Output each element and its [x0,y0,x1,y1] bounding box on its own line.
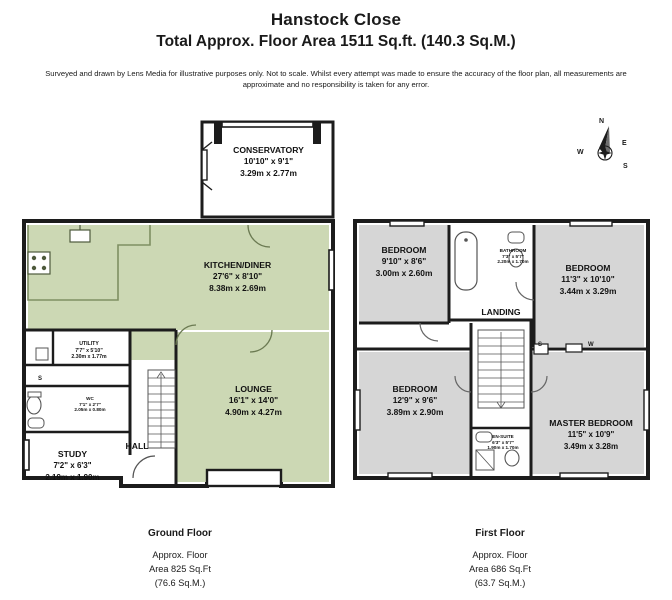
room-label-landing: LANDING [481,307,521,317]
room-label-wc: WC 7'1" x 2'7" 2.05m x 0.80m [74,396,106,413]
basin-icon [508,232,524,243]
cistern-icon [28,392,41,397]
first-floor-caption-line-1: Approx. Floor [472,550,528,560]
utility-appliance-icon [36,348,48,360]
master-window [560,473,608,478]
first-marker-s: S [538,342,543,348]
ground-marker-s: S [38,376,43,382]
ground-floor-caption-line-3: (76.6 Sq.M.) [154,578,206,588]
sink-icon [70,230,90,242]
toilet-icon [505,450,519,466]
ground-floor-caption-title: Ground Floor [148,528,212,539]
conservatory-mullion [313,122,321,144]
room-label-study: STUDY 7'2" x 6'3" 2.19m x 1.90m [45,449,100,482]
page-title: Hanstock Close [270,10,402,29]
ground-floor-caption [80,527,280,590]
lounge-bay-window [207,470,281,486]
page-subtitle: Total Approx. Floor Area 1511 Sq.ft. (140.3 Sq.M.) [156,33,516,50]
hob-ring-icon [32,256,36,260]
hob-ring-icon [42,256,46,260]
room-label-ensuite: EN-SUITE 6'3" x 5'7" 1.90m x 1.70m [487,434,519,451]
disclaimer-line-2: all measurements are approximate and no responsibility is taken for any error. [242,69,627,89]
room-label-bedroom-3: BEDROOM 12'9" x 9'6" 3.89m x 2.90m [386,384,444,417]
ground-floor-caption-line-2: Area 825 Sq.Ft [149,564,211,574]
room-label-bedroom-2: BEDROOM 9'10" x 8'6" 3.00m x 2.60m [375,245,433,278]
ground-floor-caption-line-1: Approx. Floor [152,550,208,560]
hob-icon [28,252,50,274]
bedroom2-window [390,221,424,226]
compass-label-east: E [622,140,627,147]
disclaimer-line-1: Surveyed and drawn by Lens Media for illustrative purposes only. Not to scale. Whilst every attempt was made to ensure the accuracy of the floor plan, [45,69,552,78]
first-floor-caption-line-2: Area 686 Sq.Ft [469,564,531,574]
ground-stairs [148,370,175,448]
first-floor-caption-title: First Floor [475,528,525,539]
room-label-master-bedroom: MASTER BEDROOM 11'5" x 10'9" 3.49m x 3.28m [549,418,633,451]
hob-ring-icon [42,266,46,270]
room-label-kitchen-diner: KITCHEN/DINER 27'6" x 8'10" 8.38m x 2.69m [203,260,272,293]
room-label-lounge: LOUNGE 16'1" x 14'0" 4.90m x 4.27m [225,384,282,417]
first-floor-stairs [478,330,524,408]
toilet-icon [27,396,41,414]
kitchen-window [329,250,334,290]
conservatory-mullion [214,122,222,144]
first-floor-caption-line-3: (63.7 Sq.M.) [474,578,526,588]
basin-icon [28,418,44,428]
bath-tap-icon [464,238,468,242]
conservatory-glazing [222,122,313,127]
room-label-bedroom-1: BEDROOM 11'3" x 10'10" 3.44m x 3.29m [559,263,617,296]
first-floor-caption [400,527,600,590]
bedroom3-window [388,473,432,478]
room-label-conservatory: CONSERVATORY 10'10" x 9'1" 3.29m x 2.77m [233,145,304,178]
compass-label-west: W [577,149,584,156]
hob-ring-icon [32,266,36,270]
room-label-utility: UTILITY 7'7" x 5'10" 2.30m x 1.77m [71,341,107,361]
compass-label-north: N [599,118,605,125]
room-label-hall: HALL [125,441,149,451]
first-marker-w: W [588,342,594,348]
master-bedroom-area [531,352,644,474]
wardrobe-cupboard [566,344,582,352]
compass-label-south: S [623,163,628,170]
bedroom1-window [570,221,612,226]
room-label-bathroom: BATHROOM 7'3" x 5'7" 2.20m x 1.70m [497,248,529,265]
